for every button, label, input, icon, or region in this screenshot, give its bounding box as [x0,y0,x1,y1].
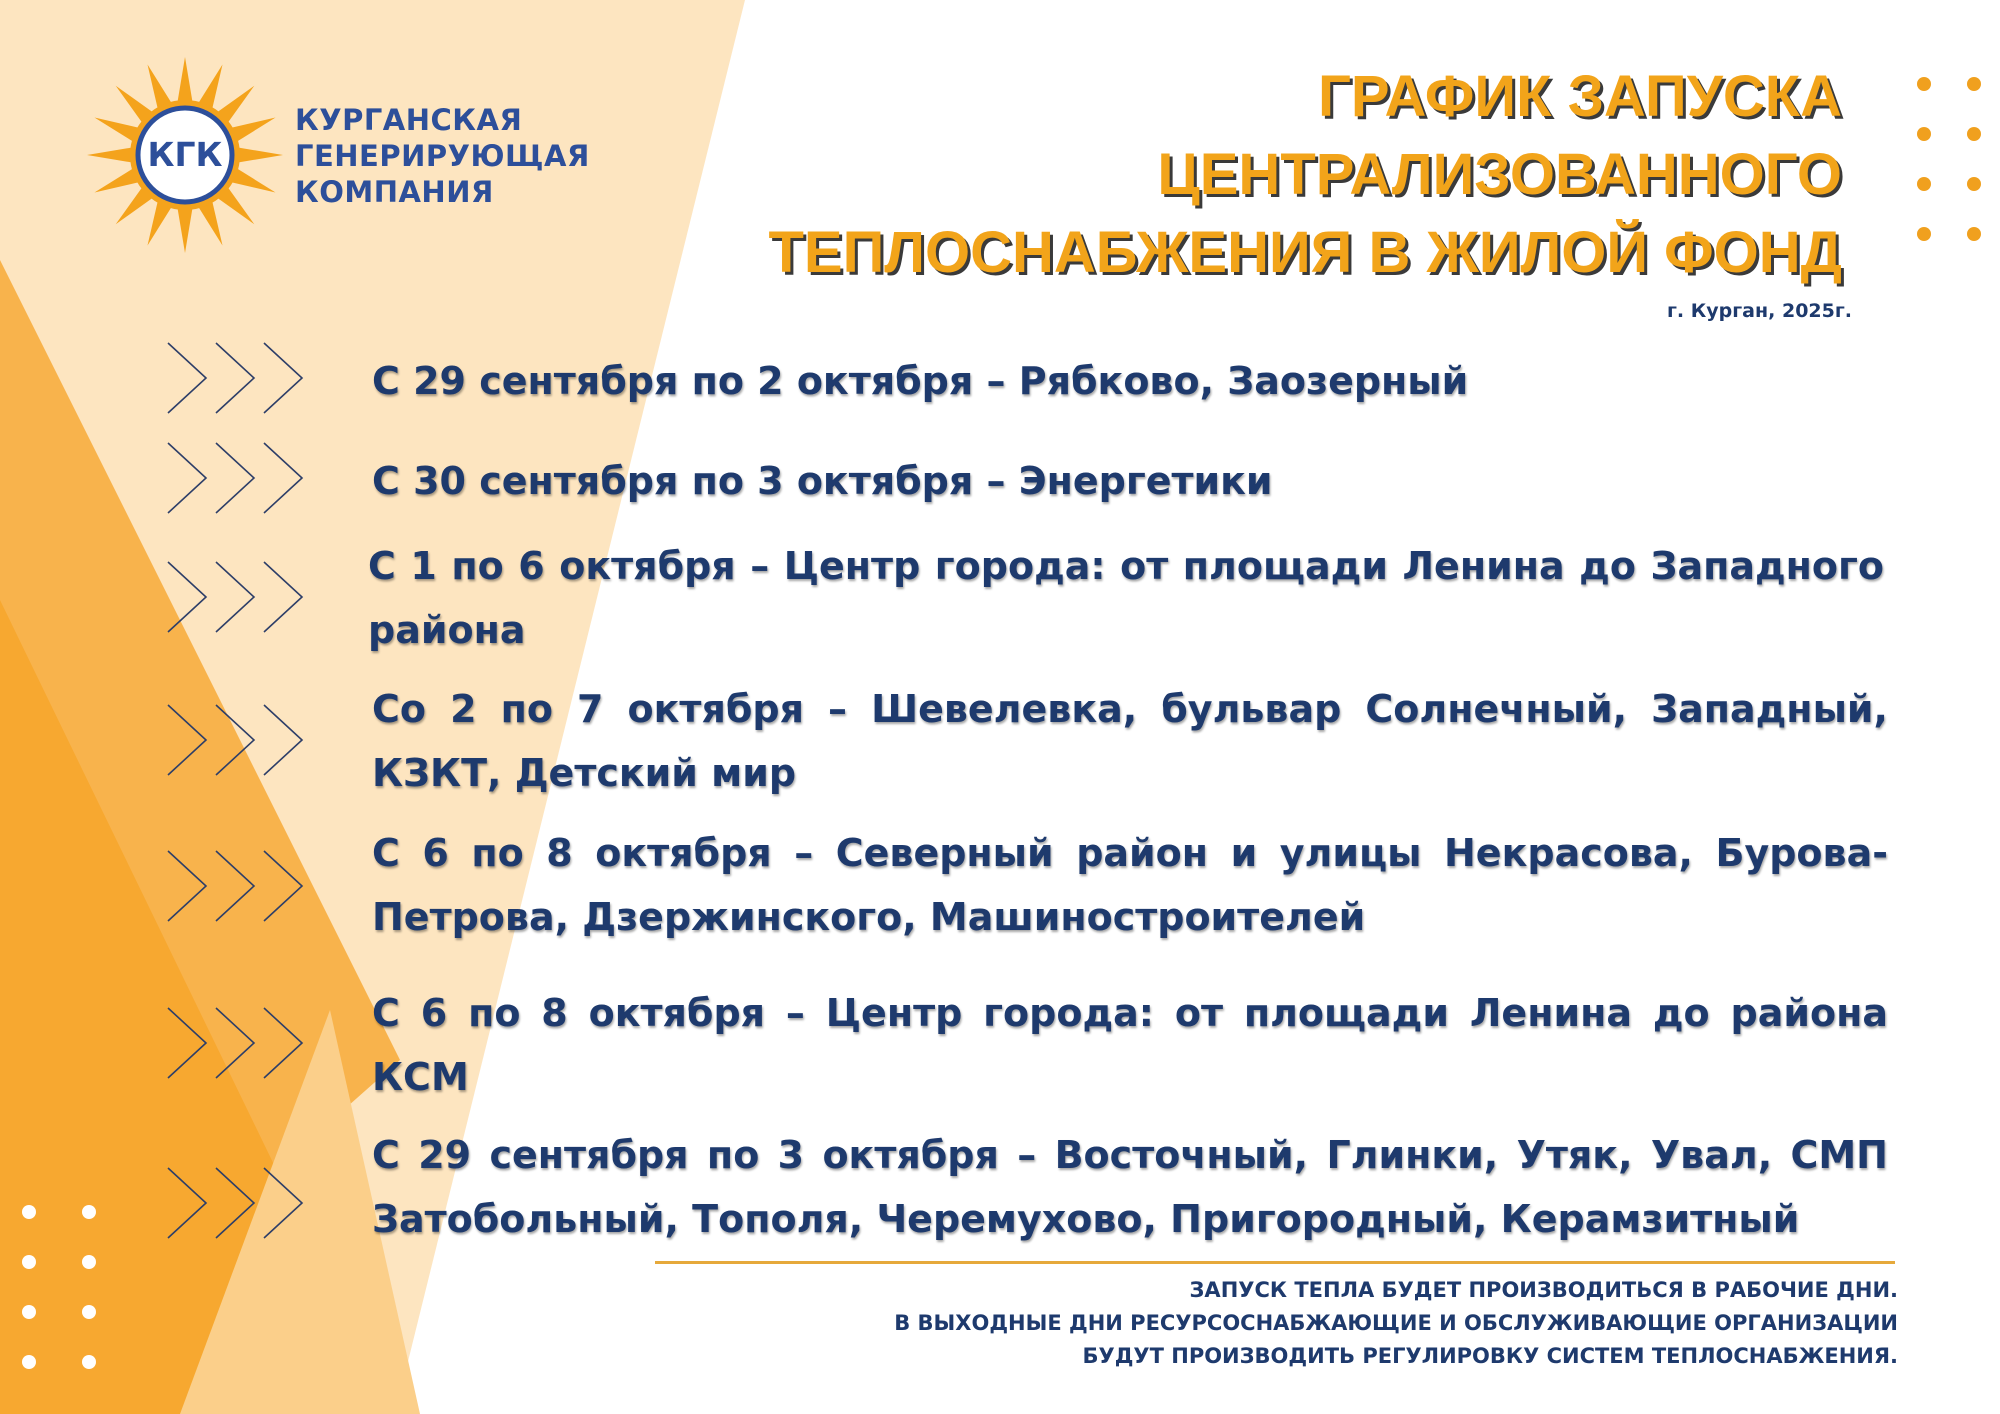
page-title [768,58,1842,292]
location-date: г. Курган, 2025г. [1666,300,1852,322]
company-name-line: КУРГАНСКАЯ [295,103,523,137]
chevron-arrows-icon [160,338,310,418]
company-name [295,102,590,210]
schedule-item: С 29 сентября по 3 октября – Восточный, Глинки, Утяк, Увал, СМП Затобольный, Тополя, Черемухово, Пригородный, Керамзитный [372,1133,1888,1241]
schedule-item: Со 2 по 7 октября – Шевелевка, бульвар Солнечный, Западный, КЗКТ, Детский мир [372,687,1888,795]
footer-line: В ВЫХОДНЫЕ ДНИ РЕСУРСОСНАБЖАЮЩИЕ И ОБСЛУЖИВАЮЩИЕ ОРГАНИЗАЦИИ [894,1311,1898,1335]
logo-abbreviation: КГК [147,135,223,174]
schedule-item: С 1 по 6 октября – Центр города: от площади Ленина до Западного района [368,544,1884,652]
footer-line: БУДУТ ПРОИЗВОДИТЬ РЕГУЛИРОВКУ СИСТЕМ ТЕПЛОСНАБЖЕНИЯ. [1082,1344,1898,1368]
chevron-arrows-icon [160,846,310,926]
footer-divider [655,1261,1895,1264]
company-name-line: ГЕНЕРИРУЮЩАЯ [295,139,590,173]
footer-note [894,1274,1898,1373]
schedule-item: С 29 сентября по 2 октября – Рябково, Заозерный [372,359,1469,403]
chevron-arrows-icon [160,438,310,518]
chevron-arrows-icon [160,1163,310,1243]
title-line: ТЕПЛОСНАБЖЕНИЯ В ЖИЛОЙ ФОНД [768,220,1842,285]
company-name-line: КОМПАНИЯ [295,175,494,209]
chevron-arrows-icon [160,1003,310,1083]
title-line: ГРАФИК ЗАПУСКА [1317,64,1842,129]
schedule-item: С 6 по 8 октября – Центр города: от площади Ленина до района КСМ [372,991,1888,1099]
footer-line: ЗАПУСК ТЕПЛА БУДЕТ ПРОИЗВОДИТЬСЯ В РАБОЧИЕ ДНИ. [1189,1278,1898,1302]
title-line: ЦЕНТРАЛИЗОВАННОГО [1157,142,1842,207]
chevron-arrows-icon [160,700,310,780]
schedule-item: С 30 сентября по 3 октября – Энергетики [372,459,1273,503]
schedule-item: С 6 по 8 октября – Северный район и улицы Некрасова, Бурова-Петрова, Дзержинского, Машиностроителей [372,831,1888,939]
chevron-arrows-icon [160,557,310,637]
